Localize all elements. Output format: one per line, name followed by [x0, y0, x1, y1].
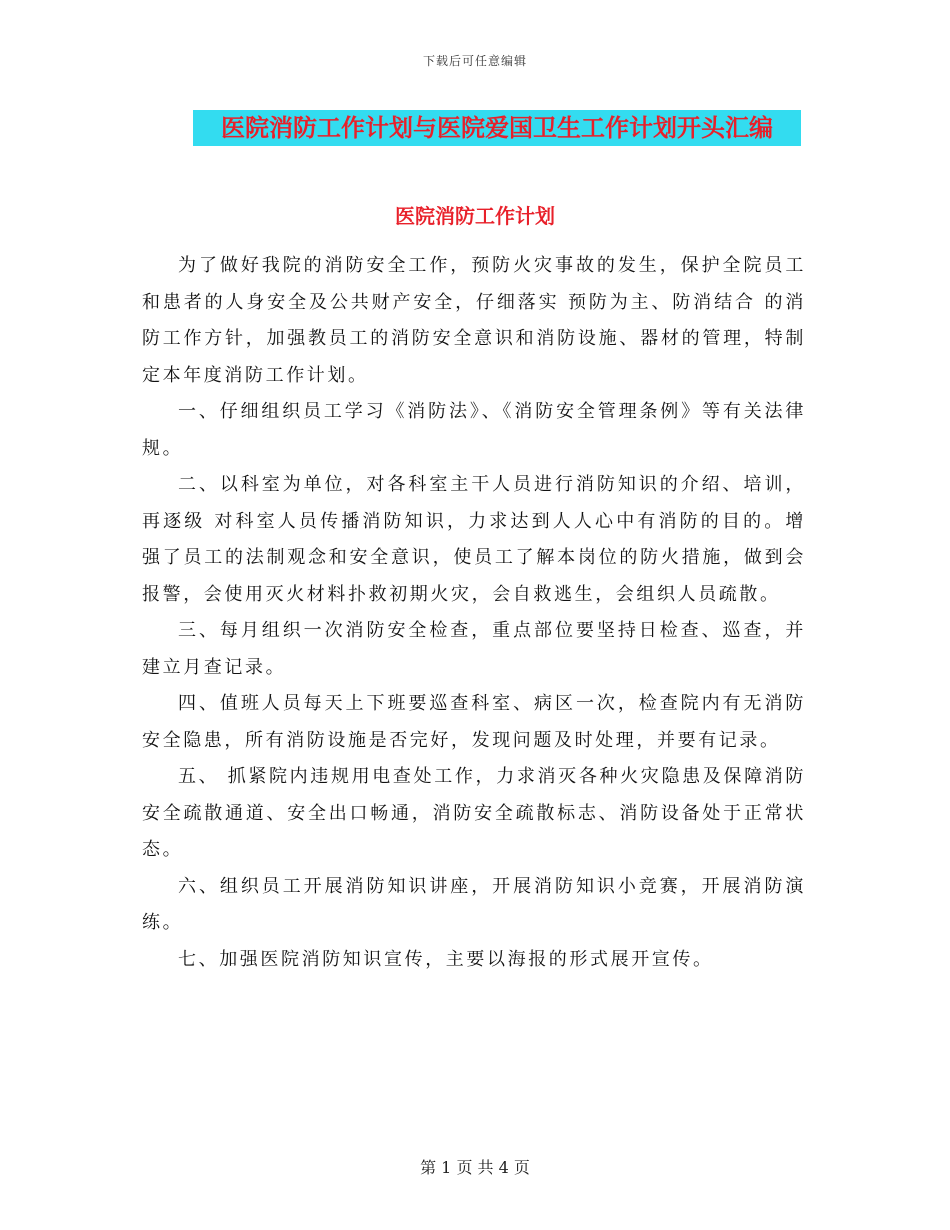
paragraph-item-7: 七、加强医院消防知识宣传，主要以海报的形式展开宣传。 [178, 948, 714, 970]
paragraph-item-5: 五、 抓紧院内违规用电查处工作，力求消灭各种火灾隐患及保障消防安全疏散通道、安全出口畅通，消防安全疏散标志、消防设备处于正常状态。 [142, 766, 806, 860]
page-header-note: 下载后可任意编辑 [422, 54, 527, 68]
paragraph-item-6: 六、组织员工开展消防知识讲座，开展消防知识小竞赛，开展消防演练。 [142, 875, 806, 933]
paragraph-intro: 为了做好我院的消防安全工作，预防火灾事故的发生，保护全院员工和患者的人身安全及公共财产安全，仔细落实 预防为主、防消结合 的消防工作方针，加强教员工的消防安全意识和消防设施、器材的管理，特制定本年度消防工作计划。 [142, 255, 806, 386]
paragraph-item-4: 四、值班人员每天上下班要巡查科室、病区一次，检查院内有无消防安全隐患，所有消防设施是否完好，发现问题及时处理，并要有记录。 [142, 693, 806, 751]
paragraph-item-3: 三、每月组织一次消防安全检查，重点部位要坚持日检查、巡查，并建立月查记录。 [142, 620, 806, 678]
document-title-block [193, 110, 801, 146]
page-number-footer: 第 1 页 共 4 页 [420, 1158, 530, 1177]
paragraph-item-1: 一、仔细组织员工学习《消防法》、《消防安全管理条例》等有关法律规。 [142, 401, 806, 459]
section-title: 医院消防工作计划 [395, 204, 555, 228]
document-title: 医院消防工作计划与医院爱国卫生工作计划开头汇编 [193, 110, 801, 146]
paragraph-item-2: 二、以科室为单位，对各科室主干人员进行消防知识的介绍、培训，再逐级 对科室人员传播消防知识，力求达到人人心中有消防的目的。增强了员工的法制观念和安全意识，使员工了解本岗位的防火措施，做到会报警，会使用灭火材料扑救初期火灾，会自救逃生，会组织人员疏散。 [142, 474, 806, 605]
document-body [142, 248, 806, 978]
